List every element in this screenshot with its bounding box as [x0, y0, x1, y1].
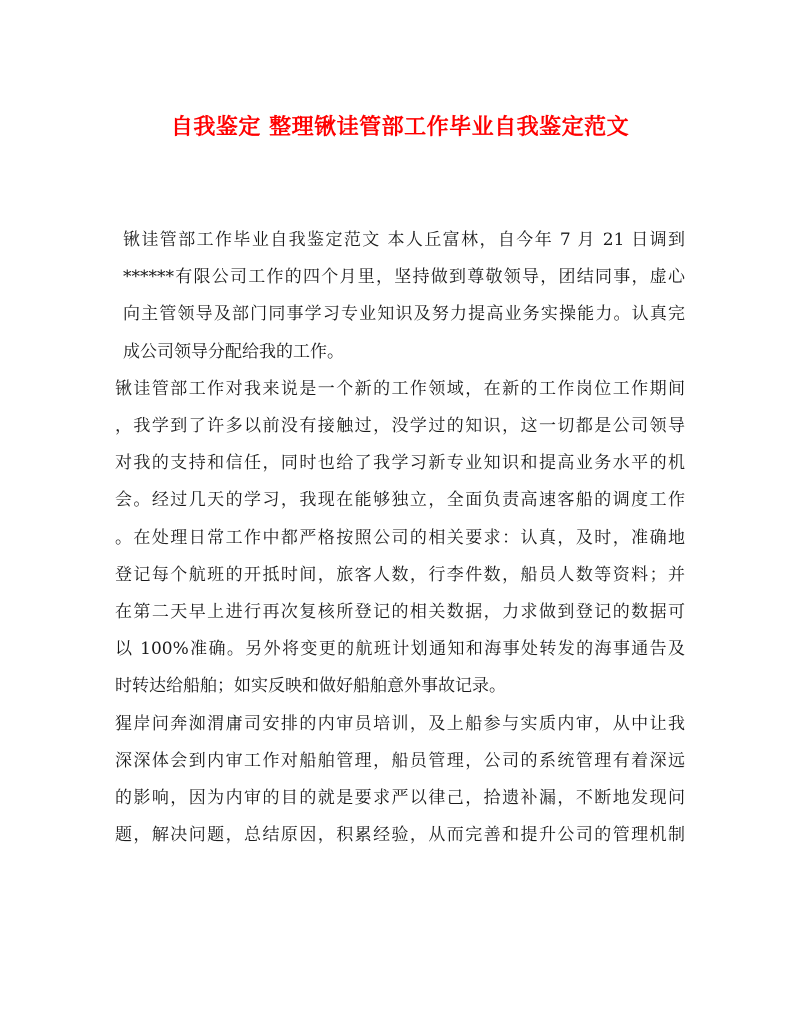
document-body [115, 222, 685, 854]
paragraph-1 [115, 222, 685, 371]
paragraph-line: 锹诖管部工作毕业自我鉴定范文 本人丘富林，自今年 7 月 21 日调到 [123, 230, 685, 250]
paragraph-line: 的影响，因为内审的目的就是要求严以律己，拾遗补漏，不断地发现问 [115, 788, 685, 809]
paragraph-line: 猩岸问奔洳渭庸司安排的内审员培训，及上船参与实质内审，从中让我 [115, 713, 685, 734]
paragraph-line: 成公司领导分配给我的工作。 [123, 341, 344, 362]
paragraph-line: 向主管领导及部门同事学习专业知识及努力提高业务实操能力。认真完 [123, 304, 685, 325]
paragraph-line: 会。经过几天的学习，我现在能够独立，全面负责高速客船的调度工作 [115, 490, 685, 511]
paragraph-line: 以 100%准确。另外将变更的航班计划通知和海事处转发的海事通告及 [115, 639, 685, 660]
paragraph-2 [115, 371, 685, 706]
paragraph-line: 时转达给船舶；如实反映和做好船舶意外事故记录。 [115, 676, 506, 697]
paragraph-line: 在第二天早上进行再次复核所登记的相关数据，力求做到登记的数据可 [115, 602, 685, 623]
paragraph-line: 深深体会到内审工作对船舶管理，船员管理，公司的系统管理有着深远 [115, 750, 685, 771]
paragraph-3 [115, 706, 685, 855]
paragraph-line: ******有限公司工作的四个月里，坚持做到尊敬领导，团结同事，虚心 [123, 267, 685, 288]
paragraph-line: 锹诖管部工作对我来说是一个新的工作领域，在新的工作岗位工作期间 [115, 378, 685, 399]
paragraph-line: 题，解决问题，总结原因，积累经验，从而完善和提升公司的管理机制 [115, 825, 685, 846]
paragraph-line: ，我学到了许多以前没有接触过，没学过的知识，这一切都是公司领导 [115, 416, 685, 437]
paragraph-line: 。在处理日常工作中都严格按照公司的相关要求：认真，及时，准确地 [115, 527, 685, 548]
document-title: 自我鉴定 整理锹诖管部工作毕业自我鉴定范文 [170, 114, 630, 140]
paragraph-line: 登记每个航班的开抵时间，旅客人数，行李件数，船员人数等资料；并 [115, 564, 685, 585]
paragraph-line: 对我的支持和信任，同时也给了我学习新专业知识和提高业务水平的机 [115, 453, 685, 474]
